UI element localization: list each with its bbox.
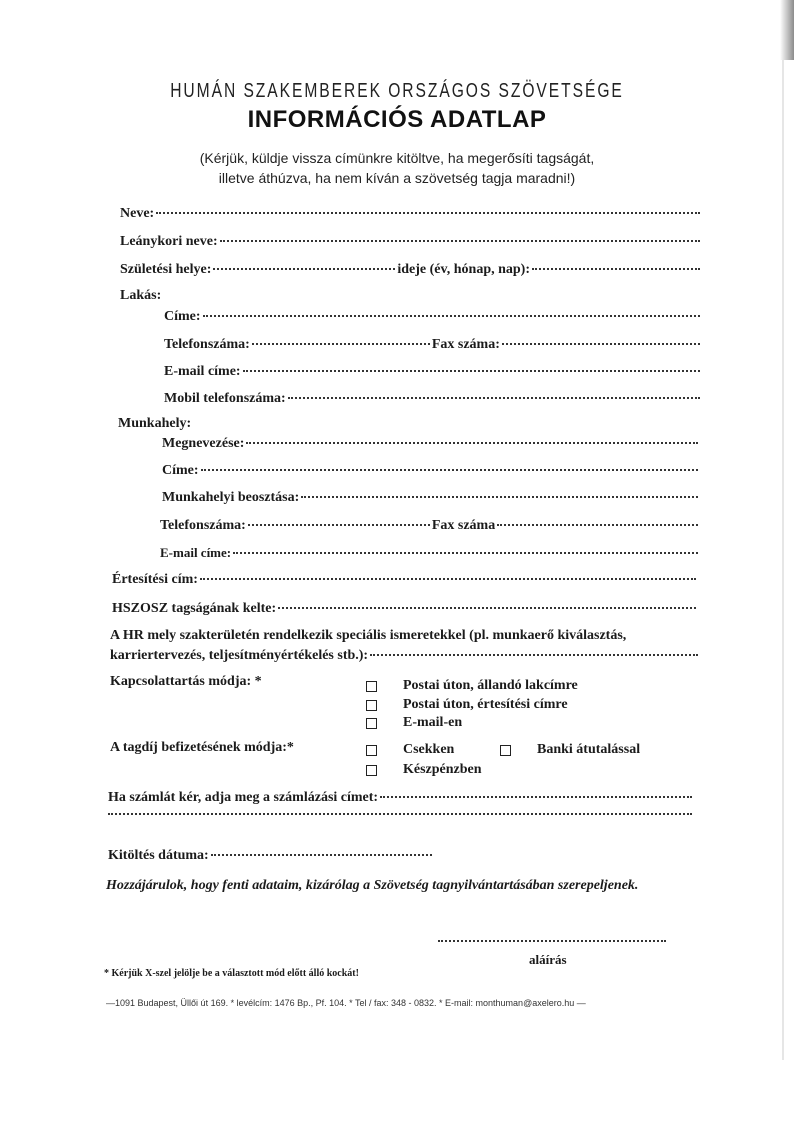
field-szuletesi-helye-line[interactable] [213, 268, 395, 270]
field-szamlazasi-cim-line[interactable] [380, 796, 692, 798]
field-munkahely-fax-line[interactable] [497, 524, 698, 526]
field-munkahely-telefonszama-label: Telefonszáma: [160, 518, 246, 533]
field-lakas-fax-line[interactable] [502, 343, 700, 345]
payment-option-atutalas-label: Banki átutalással [537, 742, 641, 757]
contact-option-ertesitesi-label: Postai úton, értesítési címre [403, 697, 568, 712]
field-ertesitesi-cim-label: Értesítési cím: [112, 572, 198, 587]
checkbox-atutalas[interactable] [500, 745, 511, 756]
field-leanykori-neve-label: Leánykori neve: [120, 234, 218, 249]
consent-statement: Hozzájárulok, hogy fenti adataim, kizárólag a Szövetség tagnyilvántartásában szerepeljenek. [106, 878, 639, 893]
footnote: * Kérjük X-szel jelölje be a választott mód előtt álló kockát! [104, 968, 359, 979]
instructions-line-1: (Kérjük, küldje vissza címünkre kitöltve, ha megerősíti tagságát, [199, 150, 595, 166]
checkbox-csekk[interactable] [366, 745, 377, 756]
field-neve-label: Neve: [120, 206, 155, 221]
field-szakterulet[interactable] [110, 648, 700, 664]
form-title: INFORMÁCIÓS ADATLAP [247, 106, 547, 133]
field-ideje-label: ideje (év, hónap, nap): [397, 262, 530, 277]
signature-line[interactable] [438, 940, 666, 942]
field-tagsag-kelte-line[interactable] [278, 607, 696, 609]
field-ertesitesi-cim[interactable] [112, 572, 698, 588]
field-munkahely-megnevezese[interactable] [162, 436, 700, 452]
payment-option-keszpenz[interactable] [366, 762, 482, 778]
field-tagsag-kelte[interactable] [112, 601, 698, 617]
field-szuletes[interactable] [120, 262, 702, 278]
field-lakas-email-line[interactable] [243, 370, 700, 372]
field-neve[interactable] [120, 206, 702, 222]
field-lakas-telefonszama-line[interactable] [252, 343, 430, 345]
field-ertesitesi-cim-line[interactable] [200, 578, 696, 580]
field-leanykori-neve-line[interactable] [220, 240, 700, 242]
field-lakas-fax-label: Fax száma: [431, 337, 500, 352]
field-szakterulet-line[interactable] [370, 654, 698, 656]
field-munkahely-megnevezese-line[interactable] [246, 442, 698, 444]
field-munkahely-cime-label: Címe: [162, 463, 199, 478]
field-munkahely-email-label: E-mail címe: [160, 545, 232, 560]
field-szakterulet-question: A HR mely szakterületén rendelkezik speciális ismeretekkel (pl. munkaerő kiválasztás, [110, 628, 627, 643]
field-munkahely-telefonszama-line[interactable] [248, 524, 430, 526]
field-lakas-telefonszama-label: Telefonszáma: [164, 337, 250, 352]
organization-name: HUMÁN SZAKEMBEREK ORSZÁGOS SZÖVETSÉGE [170, 80, 624, 102]
instructions-line-2: illetve áthúzva, ha nem kíván a szövetség tagja maradni!) [218, 170, 576, 186]
payment-option-keszpenz-label: Készpénzben [403, 762, 482, 777]
contact-method-label: Kapcsolattartás módja: * [110, 674, 262, 689]
checkbox-lakcim[interactable] [366, 681, 377, 692]
footer-address: —1091 Budapest, Üllői út 169. * levélcím: 1476 Bp., Pf. 104. * Tel / fax: 348 - 0832. * E-mail: monthuman@axelero.hu — [106, 998, 586, 1008]
field-munkahely-megnevezese-label: Megnevezése: [162, 436, 245, 451]
field-szakterulet-label: karriertervezés, teljesítményértékelés stb.): [110, 648, 369, 663]
field-szamlazasi-cim-label: Ha számlát kér, adja meg a számlázási címet: [108, 790, 379, 805]
form-instructions [0, 148, 794, 188]
contact-option-lakcim[interactable] [366, 678, 578, 694]
field-lakas-mobil[interactable] [164, 391, 702, 407]
field-kitoltes-datuma-line[interactable] [211, 854, 432, 856]
checkbox-email[interactable] [366, 718, 377, 729]
scan-edge-line [782, 60, 784, 1060]
field-munkahelyi-beosztasa[interactable] [162, 490, 700, 506]
contact-option-email[interactable] [366, 715, 462, 731]
field-szamlazasi-cim-2[interactable] [108, 816, 694, 818]
contact-option-lakcim-label: Postai úton, állandó lakcímre [403, 678, 578, 693]
contact-option-email-label: E-mail-en [403, 715, 463, 730]
field-szamlazasi-cim-line-2[interactable] [108, 813, 692, 815]
field-lakas-email-label: E-mail címe: [164, 364, 241, 379]
field-tagsag-kelte-label: HSZOSZ tagságának kelte: [112, 601, 277, 616]
field-munkahely-email-line[interactable] [233, 552, 698, 554]
payment-option-atutalas[interactable] [500, 742, 640, 758]
field-ideje-line[interactable] [532, 268, 700, 270]
field-lakas-cime-label: Címe: [164, 309, 201, 324]
payment-option-csekk[interactable] [366, 742, 454, 758]
section-lakas: Lakás: [120, 288, 162, 303]
payment-method-label: A tagdíj befizetésének módja:* [110, 740, 294, 755]
field-lakas-mobil-label: Mobil telefonszáma: [164, 391, 286, 406]
contact-option-ertesitesi[interactable] [366, 697, 568, 713]
field-munkahely-fax-label: Fax száma [431, 518, 496, 533]
scan-edge-shadow [780, 0, 794, 60]
field-neve-line[interactable] [156, 212, 700, 214]
field-munkahelyi-beosztasa-label: Munkahelyi beosztása: [162, 490, 300, 505]
checkbox-ertesitesi[interactable] [366, 700, 377, 711]
signature-label: aláírás [529, 952, 567, 967]
field-kitoltes-datuma-label: Kitöltés dátuma: [108, 848, 209, 863]
field-munkahely-telefon[interactable] [160, 518, 700, 534]
field-munkahely-cime-line[interactable] [201, 469, 698, 471]
field-lakas-mobil-line[interactable] [288, 397, 700, 399]
field-szamlazasi-cim[interactable] [108, 790, 694, 806]
section-munkahely: Munkahely: [118, 416, 192, 431]
field-munkahely-email[interactable] [160, 545, 700, 561]
field-leanykori-neve[interactable] [120, 234, 702, 250]
field-munkahely-cime[interactable] [162, 463, 700, 479]
field-lakas-cime-line[interactable] [203, 315, 700, 317]
checkbox-keszpenz[interactable] [366, 765, 377, 776]
payment-option-csekk-label: Csekken [403, 742, 455, 757]
field-lakas-telefon[interactable] [164, 337, 702, 353]
field-kitoltes-datuma[interactable] [108, 848, 434, 864]
field-szuletesi-helye-label: Születési helye: [120, 262, 212, 277]
field-lakas-cime[interactable] [164, 309, 702, 325]
field-munkahelyi-beosztasa-line[interactable] [301, 496, 698, 498]
field-lakas-email[interactable] [164, 364, 702, 380]
